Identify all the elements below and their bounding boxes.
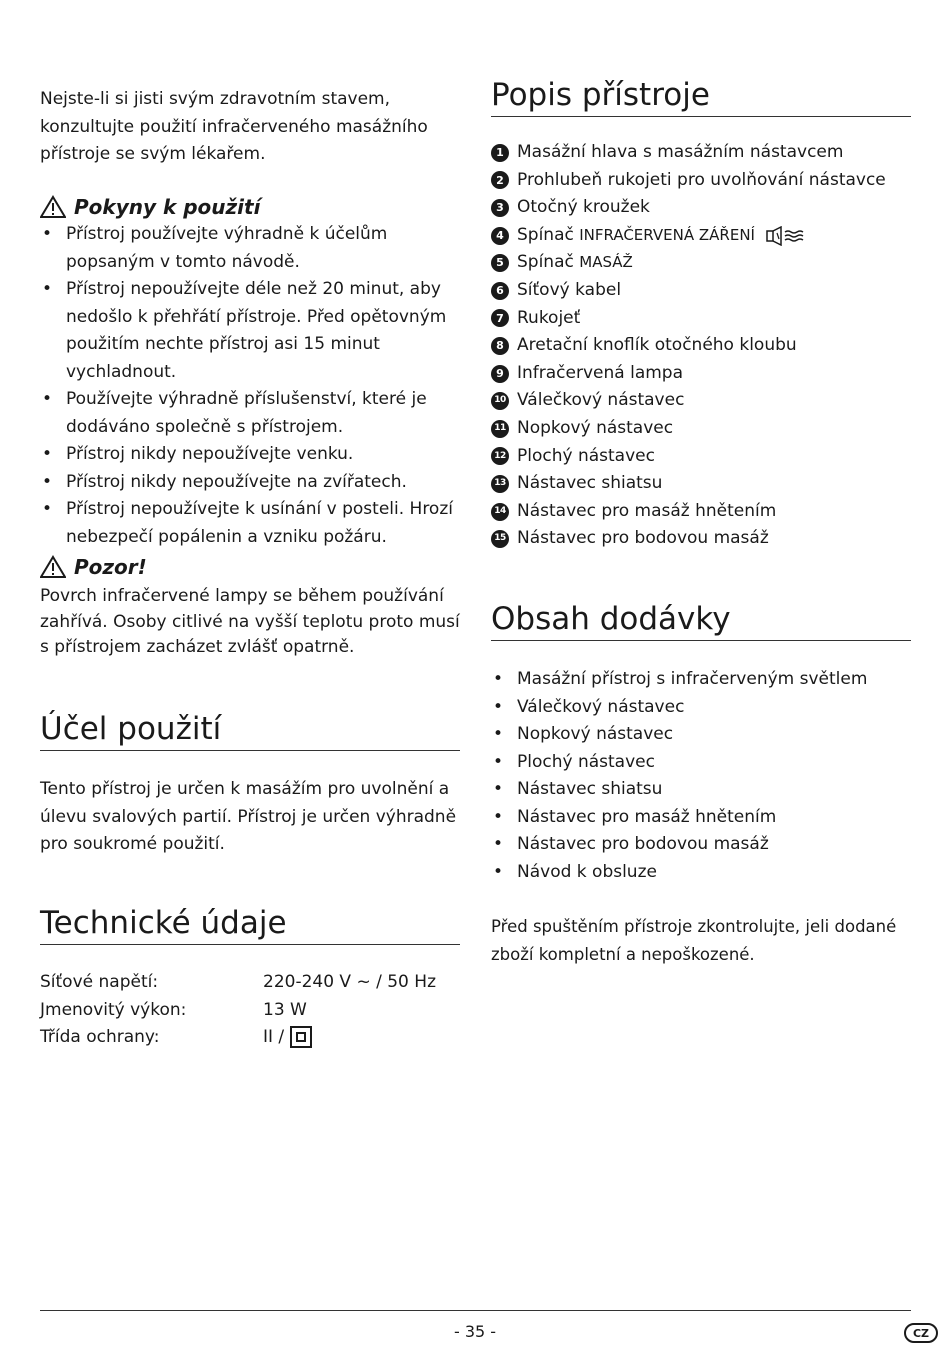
list-item: • Válečkový nástavec <box>491 694 911 722</box>
part-label: Rukojeť <box>517 307 581 328</box>
warning-icon <box>40 555 66 579</box>
language-badge: CZ <box>904 1323 938 1343</box>
list-item: • Nástavec shiatsu <box>491 776 911 804</box>
list-item: • Masážní přístroj s infračerveným světlem <box>491 666 911 694</box>
intro-text: Nejste-li si jisti svým zdravotním stavem, konzultujte použití infračerveného masážního přístroje se svým lékařem. <box>40 89 428 164</box>
spec-label: Třída ochrany: <box>40 1027 160 1047</box>
spec-value: 13 W <box>263 999 307 1020</box>
number-badge: 6 <box>491 282 509 300</box>
part-label: Prohlubeň rukojeti pro uvolňování nástavce <box>517 169 886 190</box>
contents-note: Před spuštěním přístroje zkontrolujte, jeli dodané zboží kompletní a nepoškozené. <box>491 917 897 964</box>
number-badge: 12 <box>491 447 509 465</box>
part-label: Válečkový nástavec <box>517 390 685 411</box>
list-item <box>491 525 911 553</box>
part-label: Infračervená lampa <box>517 362 683 383</box>
list-item <box>491 277 911 305</box>
specs-table <box>40 969 460 1052</box>
number-badge: 8 <box>491 337 509 355</box>
list-item <box>491 360 911 388</box>
purpose-text: Tento přístroj je určen k masážím pro uvolnění a úlevu svalových partií. Přístroj je určen výhradně pro soukromé použití. <box>40 779 457 854</box>
description-section <box>491 76 911 553</box>
part-label: Spínač <box>517 252 574 273</box>
usage-heading <box>40 194 460 220</box>
purpose-heading: Účel použití <box>40 710 460 751</box>
list-item: • Přístroj nepoužívejte déle než 20 minut, aby nedošlo k přehřátí přístroje. Před opětovným použitím nechte přístroj asi 15 minut vychladnout. <box>40 276 460 386</box>
list-item <box>491 139 911 167</box>
specs-heading: Technické údaje <box>40 904 460 945</box>
spec-value: II / <box>263 1027 285 1047</box>
list-item <box>491 222 911 250</box>
part-label: Nástavec shiatsu <box>517 473 663 494</box>
number-badge: 14 <box>491 503 509 521</box>
table-row <box>40 969 460 997</box>
list-item <box>491 498 911 526</box>
usage-heading-text: Pokyny k použití <box>74 195 261 219</box>
list-item <box>491 194 911 222</box>
list-item: • Plochý nástavec <box>491 749 911 777</box>
list-item: • Návod k obsluze <box>491 859 911 887</box>
table-row <box>40 1024 460 1052</box>
contents-section <box>491 600 911 968</box>
number-badge: 7 <box>491 309 509 327</box>
page-number: - 35 - <box>453 1322 497 1341</box>
list-item <box>491 305 911 333</box>
specs-section <box>40 904 460 1052</box>
spec-label: Jmenovitý výkon: <box>40 999 187 1020</box>
protection-class-ii-icon <box>290 1026 312 1048</box>
contents-heading: Obsah dodávky <box>491 600 911 641</box>
spec-value-wrap <box>263 1024 312 1052</box>
number-badge: 11 <box>491 420 509 438</box>
list-item: • Přístroj nepoužívejte k usínání v posteli. Hrozí nebezpečí popálenin a vzniku požáru. <box>40 496 460 551</box>
part-label: Plochý nástavec <box>517 445 655 466</box>
spec-value: 220-240 V ~ / 50 Hz <box>263 972 436 992</box>
number-badge: 2 <box>491 171 509 189</box>
number-badge: 1 <box>491 144 509 162</box>
warning-icon <box>40 195 66 219</box>
description-heading: Popis přístroje <box>491 76 911 117</box>
purpose-section <box>40 710 460 859</box>
list-item: • Přístroj nikdy nepoužívejte venku. <box>40 441 460 469</box>
number-badge: 5 <box>491 254 509 272</box>
part-label: Síťový kabel <box>517 279 622 300</box>
part-label-caps: MASÁŽ <box>579 253 633 272</box>
caution-section <box>40 554 460 661</box>
list-item <box>491 167 911 195</box>
usage-list <box>40 221 460 551</box>
caution-heading <box>40 554 460 580</box>
infrared-switch-icon <box>765 226 805 246</box>
list-item <box>491 249 911 277</box>
list-item: • Nástavec pro bodovou masáž <box>491 831 911 859</box>
footer-divider <box>40 1310 911 1311</box>
spec-label: Síťové napětí: <box>40 972 159 992</box>
list-item: • Přístroj používejte výhradně k účelům popsaným v tomto návodě. <box>40 221 460 276</box>
list-item: • Přístroj nikdy nepoužívejte na zvířatech. <box>40 469 460 497</box>
part-label: Nástavec pro bodovou masáž <box>517 528 769 549</box>
number-badge: 9 <box>491 365 509 383</box>
number-badge: 15 <box>491 530 509 548</box>
part-label: Spínač <box>517 224 574 245</box>
caution-heading-text: Pozor! <box>74 555 147 579</box>
part-label: Masážní hlava s masážním nástavcem <box>517 142 844 162</box>
number-badge: 10 <box>491 392 509 410</box>
usage-section <box>40 194 460 551</box>
part-label: Otočný kroužek <box>517 197 650 218</box>
list-item <box>491 470 911 498</box>
list-item: • Používejte výhradně příslušenství, které je dodáváno společně s přístrojem. <box>40 386 460 441</box>
caution-text: Povrch infračervené lampy se během používání zahřívá. Osoby citlivé na vyšší teplotu proto musí s přístrojem zacházet zvlášť opatrně. <box>40 586 460 657</box>
list-item <box>491 415 911 443</box>
number-badge: 13 <box>491 475 509 493</box>
part-label: Nástavec pro masáž hnětením <box>517 500 777 521</box>
number-badge: 3 <box>491 199 509 217</box>
part-label: Nopkový nástavec <box>517 417 674 438</box>
list-item <box>491 332 911 360</box>
number-badge: 4 <box>491 227 509 245</box>
list-item: • Nástavec pro masáž hnětením <box>491 804 911 832</box>
table-row <box>40 997 460 1025</box>
list-item: • Nopkový nástavec <box>491 721 911 749</box>
part-label: Aretační knoflík otočného kloubu <box>517 335 797 356</box>
parts-list <box>491 139 911 553</box>
list-item <box>491 443 911 471</box>
contents-list <box>491 666 911 886</box>
part-label-caps: INFRAČERVENÁ ZÁŘENÍ <box>579 225 755 244</box>
list-item <box>491 387 911 415</box>
